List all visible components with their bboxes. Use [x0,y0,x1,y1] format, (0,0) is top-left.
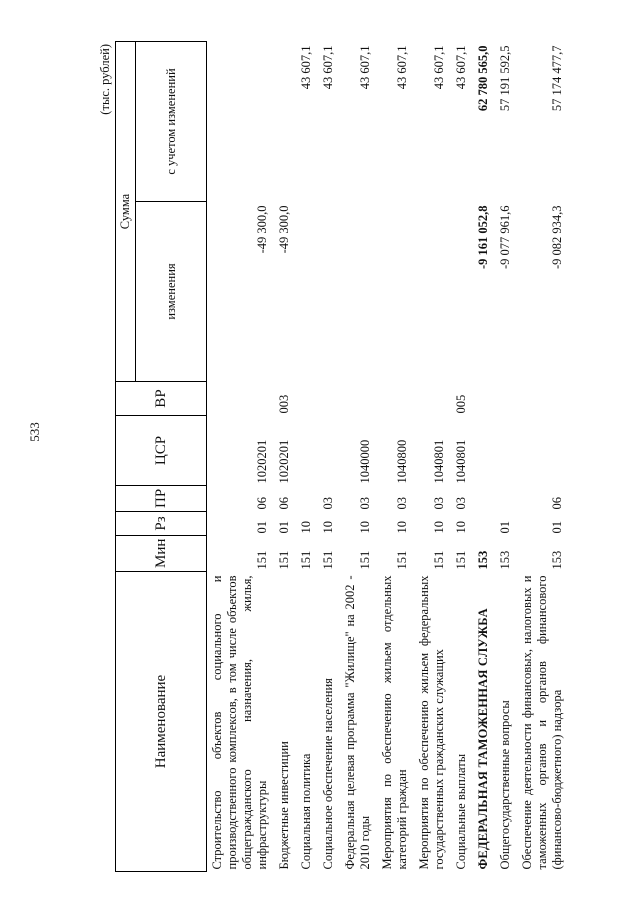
row-change [318,202,340,382]
row-csr [517,416,569,486]
header-csr: ЦСР [116,416,207,486]
row-rz: 10 [432,521,446,534]
row-change: -49 300,0 [255,205,269,254]
row-total: 57 174 477,7 [550,45,564,112]
row-name: Социальное обеспечение населения [321,678,335,870]
row-pr: 06 [255,497,269,510]
row-min: 153 [498,550,512,570]
header-min: Мин [116,536,207,572]
row-csr: 1040800 [395,439,409,484]
row-total: 57 191 592,5 [498,45,512,112]
row-vr [473,382,495,416]
row-vr [414,382,451,416]
row-total [274,42,296,202]
row-name: Федеральная целевая программа "Жилище" на 2002 - 2010 годы [343,575,372,870]
row-csr: 1040801 [432,439,446,484]
row-name: Обеспечение деятельности финансовых, налоговых и таможенных органов и органов финансового (финансово-бюджетного) надзора [520,575,564,870]
row-csr: 1020201 [277,439,291,484]
row-name: Социальная политика [299,753,313,870]
table-row [207,42,275,872]
row-change: -9 082 934,3 [550,205,564,270]
row-pr: 06 [550,497,564,510]
row-change [340,202,377,382]
table-row [414,42,451,872]
row-total: 43 607,1 [432,45,446,90]
page-number: 533 [27,422,42,442]
row-min: 151 [299,550,313,570]
row-name: Строительство объектов социального и производственного комплексов, в том числе объектов общегражданского назначения, жилья, инфраструктуры [210,575,269,870]
row-vr: 005 [454,394,468,414]
row-total: 43 607,1 [395,45,409,90]
table-row [473,42,495,872]
row-name: Общегосударственные вопросы [498,700,512,870]
table-row [340,42,377,872]
table-row [451,42,473,872]
header-name: Наименование [116,572,207,872]
row-total: 43 607,1 [321,45,335,90]
row-pr: 03 [358,497,372,510]
row-min: 151 [321,550,335,570]
row-pr [296,486,318,512]
row-csr [318,416,340,486]
row-change [296,202,318,382]
row-vr [340,382,377,416]
row-change [451,202,473,382]
row-total [207,42,275,202]
row-min: 151 [432,550,446,570]
row-name: ФЕДЕРАЛЬНАЯ ТАМОЖЕННАЯ СЛУЖБА [476,608,490,870]
budget-table [115,41,569,872]
row-name: Мероприятия по обеспечению жильем федеральных государственных гражданских служащих [417,575,446,870]
row-vr [517,382,569,416]
row-min: 153 [550,550,564,570]
row-pr [495,486,517,512]
row-rz: 10 [454,521,468,534]
row-rz: 10 [299,521,313,534]
row-total: 62 780 565,0 [476,45,490,112]
row-csr [296,416,318,486]
row-rz: 01 [277,521,291,534]
row-change: -9 077 961,6 [498,205,512,270]
row-total: 43 607,1 [299,45,313,90]
row-change [377,202,414,382]
row-total: 43 607,1 [454,45,468,90]
row-total: 43 607,1 [358,45,372,90]
row-pr: 03 [395,497,409,510]
row-csr: 1040000 [358,439,372,484]
row-csr [495,416,517,486]
row-rz: 01 [255,521,269,534]
row-vr [207,382,275,416]
header-sum: Сумма [116,42,136,382]
row-vr [296,382,318,416]
row-min: 151 [454,550,468,570]
row-change: -49 300,0 [277,205,291,254]
row-pr: 06 [277,497,291,510]
row-rz: 10 [358,521,372,534]
row-pr: 03 [321,497,335,510]
row-name: Мероприятия по обеспечению жильем отдельных категорий граждан [380,575,409,870]
row-min: 151 [358,550,372,570]
row-csr [473,416,495,486]
row-min: 151 [395,550,409,570]
row-rz: 01 [498,521,512,534]
row-min: 153 [476,550,490,570]
header-vr: ВР [116,382,207,416]
table-row [318,42,340,872]
row-rz [473,512,495,536]
row-vr [495,382,517,416]
table-row [377,42,414,872]
row-vr [318,382,340,416]
row-rz: 10 [395,521,409,534]
row-pr [473,486,495,512]
row-vr: 003 [277,394,291,414]
table-row [274,42,296,872]
header-change: изменения [136,202,207,382]
header-rz: Рз [116,512,207,536]
table-row [296,42,318,872]
row-pr: 03 [454,497,468,510]
header-pr: ПР [116,486,207,512]
unit-note: (тыс. рублей) [98,44,112,115]
row-change: -9 161 052,8 [476,205,490,270]
row-rz: 10 [321,521,335,534]
row-csr: 1040801 [454,439,468,484]
header-with-changes: с учетом изменений [136,42,207,202]
row-change [414,202,451,382]
row-rz: 01 [550,521,564,534]
row-name: Социальные выплаты [454,753,468,870]
row-min: 151 [277,550,291,570]
row-vr [377,382,414,416]
row-pr: 03 [432,497,446,510]
row-name: Бюджетные инвестиции [277,741,291,870]
row-csr: 1020201 [255,439,269,484]
table-row [495,42,517,872]
row-min: 151 [255,550,269,570]
header-row [116,42,136,872]
table-row [517,42,569,872]
rotated-page-content [96,42,596,872]
